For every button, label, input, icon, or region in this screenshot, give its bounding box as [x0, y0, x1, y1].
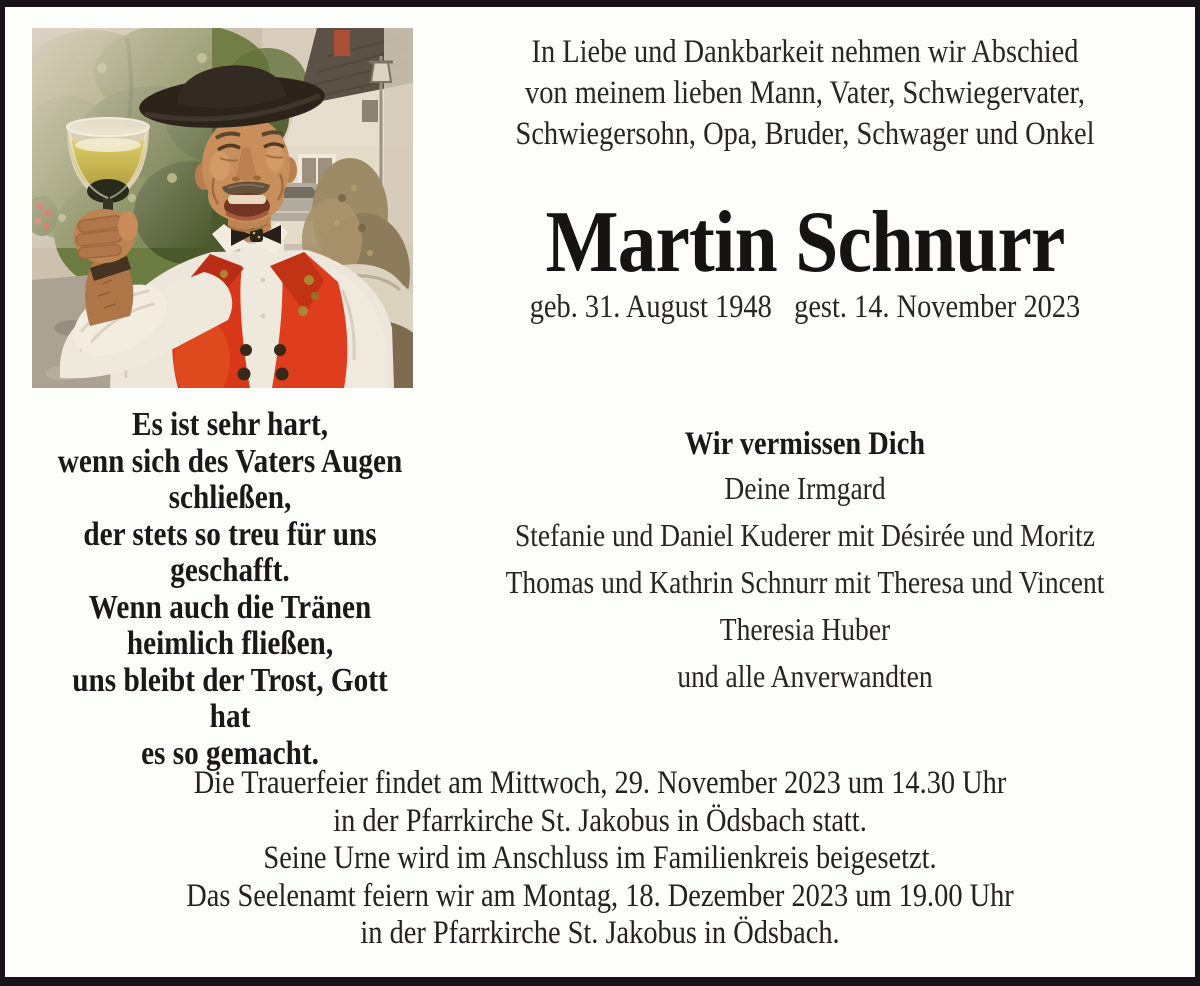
intro-line: von meinem lieben Mann, Vater, Schwiegervater, [525, 75, 1085, 111]
poem-line: Wenn auch die Tränen [88, 588, 372, 626]
mourner-name: Deine Irmgard [724, 470, 886, 506]
poem-line: wenn sich des Vaters Augen [57, 442, 403, 480]
intro-line: Schwiegersohn, Opa, Bruder, Schwager und Onkel [515, 116, 1095, 152]
intro-text [461, 32, 1149, 155]
poem-line: Es ist sehr hart, [131, 406, 329, 443]
mourners-heading: Wir vermissen Dich [684, 426, 926, 462]
poem-line: uns bleibt der Trost, Gott hat [72, 661, 388, 735]
poem-line: der stets so treu für uns [83, 515, 377, 553]
funeral-line: in der Pfarrkirche St. Jakobus in Ödsbach. [360, 915, 840, 951]
funeral-line: Seine Urne wird im Anschluss im Familienkreis beigesetzt. [263, 840, 937, 876]
poem-line: heimlich fließen, [126, 625, 334, 662]
memorial-poem [49, 407, 410, 772]
deceased-name: Martin Schnurr [545, 194, 1065, 291]
poem-line: schließen, [168, 479, 292, 516]
deceased-photo [32, 28, 413, 388]
funeral-line: Das Seelenamt feiern wir am Montag, 18. Dezember 2023 um 19.00 Uhr [186, 877, 1014, 914]
mourner-name: Theresia Huber [719, 611, 891, 647]
birth-date: geb. 31. August 1948 [529, 289, 772, 325]
intro-line: In Liebe und Dankbarkeit nehmen wir Abschied [531, 34, 1079, 70]
poem-line: es so gemacht. [141, 734, 319, 772]
funeral-line: in der Pfarrkirche St. Jakobus in Ödsbach statt. [333, 802, 867, 839]
funeral-line: Die Trauerfeier findet am Mittwoch, 29. November 2023 um 14.30 Uhr [193, 765, 1007, 801]
poem-line: geschafft. [170, 552, 290, 589]
mourner-name: Thomas und Kathrin Schnurr mit Theresa und Vincent [505, 564, 1105, 600]
mourners-list [461, 465, 1149, 700]
mourner-name: Stefanie und Daniel Kuderer mit Désirée und Moritz [514, 517, 1096, 553]
funeral-details [88, 765, 1111, 953]
mourner-name: und alle Anverwandten [677, 658, 933, 694]
life-dates [461, 289, 1149, 326]
death-date: gest. 14. November 2023 [794, 289, 1081, 325]
